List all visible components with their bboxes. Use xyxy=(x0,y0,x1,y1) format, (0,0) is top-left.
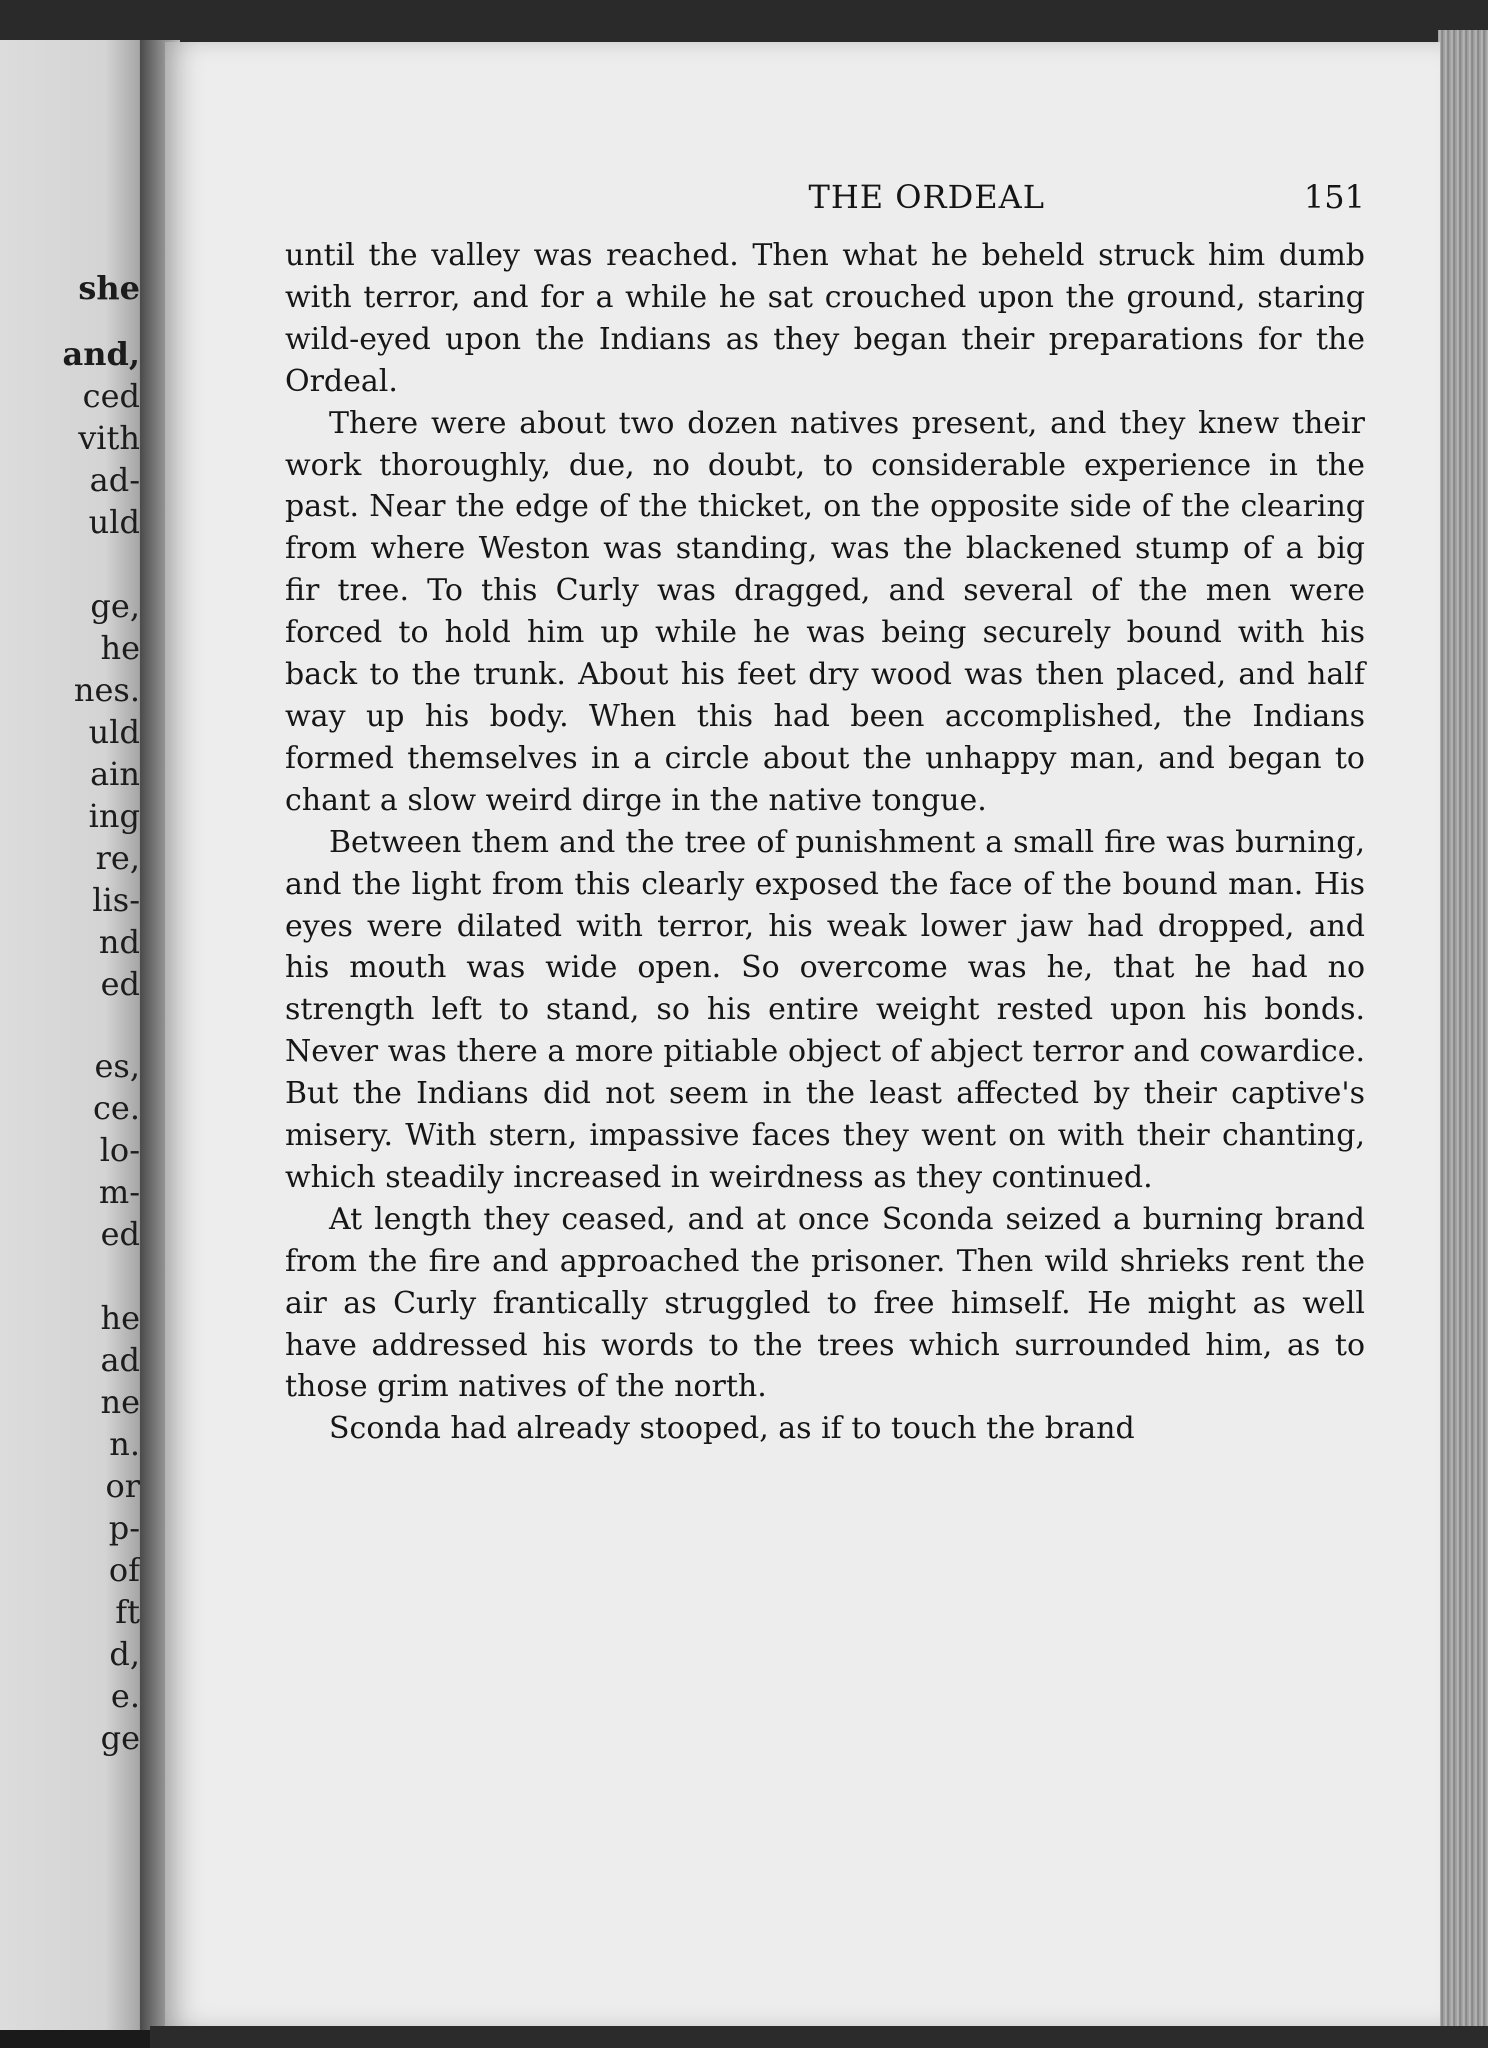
left-fragment: nd xyxy=(98,923,140,961)
left-fragment: lis- xyxy=(92,881,140,919)
left-fragment: ad- xyxy=(89,461,140,499)
left-fragment: ain xyxy=(90,755,140,793)
left-fragment: he xyxy=(100,1299,140,1337)
left-fragment: ing xyxy=(88,797,140,835)
left-fragment: d, xyxy=(109,1635,140,1673)
left-fragment: uld xyxy=(88,503,140,541)
page-number: 151 xyxy=(1303,178,1365,216)
paragraph: There were about two dozen natives present, and they knew their work thoroughly, due, no doubt, to considerable experience in the past. Near the edge of the thicket, on the opposite side of the clearing from where Weston was standing, was the blackened stump of a big fir tree. To this Curly was dragged, and several of the men were forced to hold him up while he was being securely bound with his back to the trunk. About his feet dry wood was then placed, and half way up his body. When this had been accomplished, the Indians formed themselves in a circle about the unhappy man, and began to chant a slow weird dirge in the native tongue. xyxy=(285,405,1365,818)
left-fragment: nes. xyxy=(73,671,140,709)
paragraph: At length they ceased, and at once Sconda seized a burning brand from the fire and approached the prisoner. Then wild shrieks rent the air as Curly frantically struggled to free himself. He might as well have addressed his words to the trees which surrounded him, as to those grim natives of the north. xyxy=(285,1201,1365,1405)
left-fragment: n. xyxy=(109,1425,140,1463)
bottom-shadow xyxy=(150,2026,1488,2048)
left-fragment: ced xyxy=(82,377,140,415)
left-page-text-fragments xyxy=(0,40,146,2030)
running-head-title: THE ORDEAL xyxy=(808,178,1045,216)
left-fragment: lo- xyxy=(99,1131,140,1169)
left-fragment: p- xyxy=(108,1509,140,1547)
book-page xyxy=(165,42,1440,2027)
paragraph: Between them and the tree of punishment a small fire was burning, and the light from this clearly exposed the face of the bound man. His eyes were dilated with terror, his weak lower jaw had dropped, and his mouth was wide open. So overcome was he, that he had no strength left to stand, so his entire weight rested upon his bonds. Never was there a more pitiable object of abject terror and cowardice. But the Indians did not seem in the least affected by their captive's misery. With stern, impassive faces they went on with their chanting, which steadily increased in weirdness as they continued. xyxy=(285,824,1365,1195)
left-fragment: ad xyxy=(100,1341,140,1379)
page-block-edge xyxy=(1438,30,1488,2035)
left-fragment: he xyxy=(100,629,140,667)
left-fragment: ge, xyxy=(90,587,140,625)
left-fragment: or xyxy=(105,1467,140,1505)
left-fragment: ne xyxy=(100,1383,140,1421)
left-fragment: she xyxy=(78,269,140,307)
paragraph: until the valley was reached. Then what he beheld struck him dumb with terror, and for a while he sat crouched upon the ground, staring wild-eyed upon the Indians as they began their preparations for the Ordeal. xyxy=(285,238,1365,399)
left-fragment: vith xyxy=(78,419,140,457)
left-fragment: m- xyxy=(98,1173,140,1211)
left-fragment: e. xyxy=(110,1677,140,1715)
left-fragment: ed xyxy=(100,965,140,1003)
body-text xyxy=(285,235,1365,1450)
running-head xyxy=(285,172,1365,222)
left-fragment: of xyxy=(108,1551,140,1589)
left-fragment: ce. xyxy=(92,1089,140,1127)
left-fragment: re, xyxy=(95,839,140,877)
paragraph: Sconda had already stooped, as if to touch the brand xyxy=(329,1411,1135,1447)
left-fragment: ed xyxy=(100,1215,140,1253)
left-fragment: es, xyxy=(94,1047,140,1085)
left-fragment: and, xyxy=(62,335,140,373)
left-page-edge xyxy=(0,40,150,2030)
left-fragment: uld xyxy=(88,713,140,751)
left-fragment: ft xyxy=(115,1593,140,1631)
left-fragment: ge xyxy=(100,1719,140,1757)
